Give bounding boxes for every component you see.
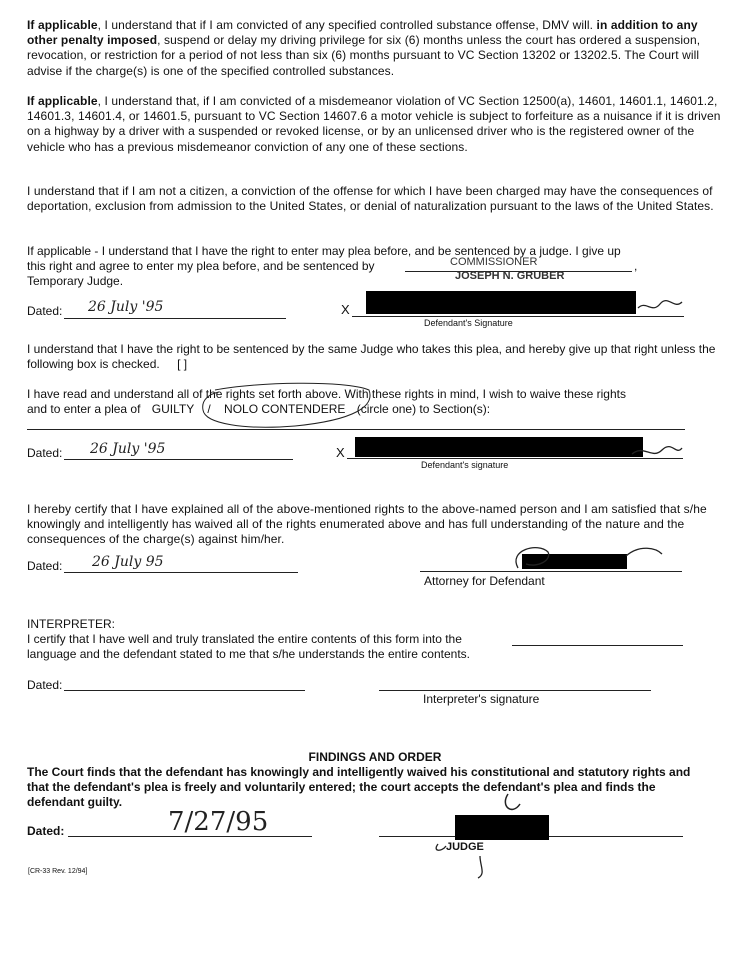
p5-text: I understand that I have the right to be sentenced by the same Judge who takes this plea, and hereby give up that right unless the following box is checked. <box>27 342 716 372</box>
commissioner-title: COMMISSIONER <box>450 256 538 268</box>
p4-line3: Temporary Judge. <box>27 274 124 289</box>
interpreter-signature-line <box>379 690 651 691</box>
plea-option-guilty[interactable]: GUILTY <box>151 402 194 417</box>
interpreter-line1: I certify that I have well and truly translated the entire contents of this form into the <box>27 632 462 647</box>
paragraph-plea <box>27 387 727 417</box>
signature-x-1: X <box>341 302 350 317</box>
findings-text: The Court finds that the defendant has knowingly and intelligently waived his constitutional and statutory rights and that the defendant's plea is freely and voluntarily entered; the court accepts the defendant's plea and finds the defendant guilty. <box>27 765 691 810</box>
signature-x-2: X <box>336 445 345 460</box>
p4-line1: If applicable - I understand that I have the right to enter may plea before, and be sentenced by a judge. I give up <box>27 244 621 258</box>
signature-scribble-1 <box>636 296 686 316</box>
paragraph-vehicle-forfeiture <box>27 94 727 155</box>
interpreter-section <box>27 617 727 663</box>
plea-option-nolo-contendere[interactable]: NOLO CONTENDERE <box>224 402 346 417</box>
p2-text: , I understand that, if I am convicted of a misdemeanor violation of VC Section 12500(a), 14601, 14601.1, 14601.2, 14601.3, 14601.4, or 14601.5, pursuant to VC Section 14607.6 a motor vehicle is subject to forfeiture as a nuisance if it is driven on a highway by a driver with a suspended or revoked license, or by an unlicensed driver who is the registered owner of the vehicle who has a previous misdemeanor conviction of any one of these sections. <box>27 94 721 154</box>
plea-circle-mark <box>195 380 375 432</box>
findings-heading: FINDINGS AND ORDER <box>308 750 442 764</box>
dated-value-3: 26 July 95 <box>92 554 164 570</box>
dated-label-1: Dated: <box>27 304 63 318</box>
dated-line-3 <box>64 572 298 573</box>
language-line <box>512 645 683 646</box>
paragraph-temporary-judge <box>27 244 727 290</box>
signature-scribble-2 <box>630 440 685 462</box>
redaction-defendant-signature-2 <box>355 437 643 457</box>
p4-line2: this right and agree to enter my plea before, and be sentenced by <box>27 259 375 274</box>
judge-signature-scribble <box>420 792 530 882</box>
if-applicable-label: If applicable <box>27 18 98 32</box>
same-judge-checkbox[interactable]: [ ] <box>177 357 188 372</box>
dated-line-2 <box>64 459 293 460</box>
paragraph-same-judge <box>27 342 727 372</box>
paragraph-dmv-controlled-substance <box>27 18 727 79</box>
p1-emphasis: in addition to any other penalty imposed <box>27 18 698 48</box>
attorney-signature-label: Attorney for Defendant <box>424 574 545 588</box>
commissioner-name: JOSEPH N. GRUBER <box>455 270 565 282</box>
signature-label-1: Defendant's Signature <box>424 318 513 328</box>
plea-slash: / <box>207 402 211 417</box>
p6-line2b: (circle one) to Section(s): <box>356 402 491 417</box>
redaction-defendant-signature-1 <box>366 291 636 314</box>
dated-label-5: Dated: <box>27 824 65 838</box>
judge-signature-label: JUDGE <box>446 841 484 853</box>
interpreter-signature-label: Interpreter's signature <box>423 692 540 706</box>
p6-line1: I have read and understand all of the rights set forth above. With these rights in mind, I wish to waive these rights <box>27 387 626 401</box>
sections-line <box>27 429 685 430</box>
dated-label-3: Dated: <box>27 559 63 573</box>
dated-value-1: 26 July '95 <box>88 299 164 315</box>
signature-label-2: Defendant's signature <box>421 460 509 470</box>
signature-line-1 <box>352 316 684 317</box>
dated-line-1 <box>64 318 286 319</box>
comma: , <box>634 259 638 273</box>
p1-text-b: , suspend or delay my driving privilege for six (6) months unless the court has ordered a suspension, revocation, or restriction for a period of not less than six (6) months pursuant to VC Section 13202 or 13202.5. The Court will advise if the charge(s) is one of the specified controlled substances. <box>27 33 701 78</box>
p6-line2 <box>27 402 727 417</box>
dated-line-4 <box>64 690 305 691</box>
p1-text-a: , I understand that if I am convicted of any specified controlled substance offense, DMV will. <box>97 18 597 32</box>
if-applicable-label: If applicable <box>27 94 98 108</box>
form-id: [CR-33 Rev. 12/94] <box>28 868 88 875</box>
dated-label-4: Dated: <box>27 678 63 692</box>
attorney-signature-scribble <box>478 540 668 574</box>
interpreter-line2: language and the defendant stated to me that s/he understands the entire contents. <box>27 647 470 662</box>
interpreter-heading: INTERPRETER: <box>27 617 116 631</box>
p6-line2a: and to enter a plea of <box>27 402 141 417</box>
dated-value-2: 26 July '95 <box>90 441 166 457</box>
dated-value-5: 7/27/95 <box>168 807 269 837</box>
paragraph-attorney-certification: I hereby certify that I have explained all of the above-mentioned rights to the above-named person and I am satisfied that s/he knowingly and intelligently has waived all of the rights enumerated above and has full understanding of the nature and the consequences of the charge(s) against him/her. <box>27 502 707 547</box>
dated-label-2: Dated: <box>27 446 63 460</box>
paragraph-citizenship: I understand that if I am not a citizen, a conviction of the offense for which I have been charged may have the consequences of deportation, exclusion from admission to the United States, or denial of naturalization pursuant to the laws of the United States. <box>27 184 714 214</box>
